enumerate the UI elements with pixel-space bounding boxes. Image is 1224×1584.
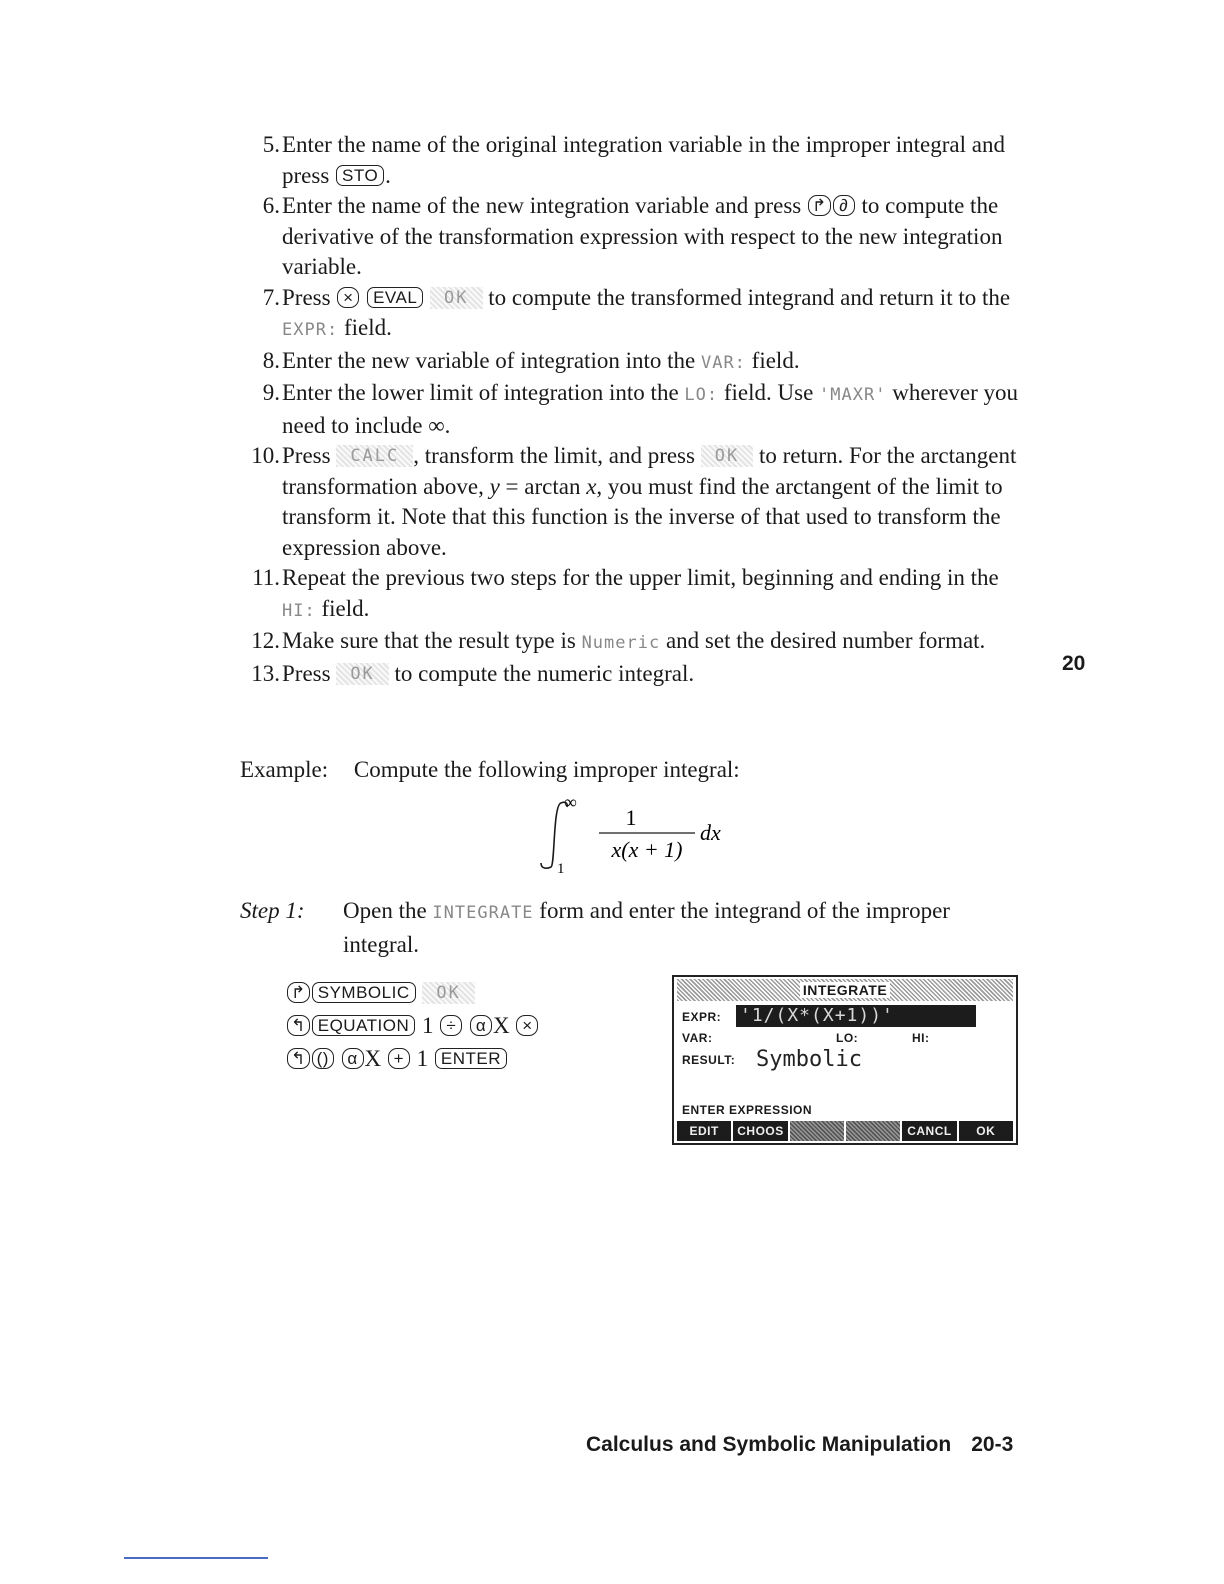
example-label: Example: bbox=[240, 757, 329, 782]
step-number: 11. bbox=[252, 565, 280, 590]
seq-key-button[interactable]: α bbox=[470, 1015, 492, 1036]
seq-text bbox=[335, 1046, 341, 1071]
screen-title-bar bbox=[677, 979, 1013, 1001]
step-number: 7. bbox=[262, 284, 280, 310]
step-number: 12. bbox=[251, 628, 280, 653]
step-softkey-button[interactable]: OK bbox=[701, 445, 753, 467]
step-item bbox=[238, 130, 1038, 191]
seq-key-button[interactable]: + bbox=[388, 1048, 410, 1069]
step-number: 6. bbox=[262, 193, 280, 218]
step-text: to compute the numeric integral. bbox=[388, 660, 695, 686]
step-text: to compute the transformed integrand and return it to the bbox=[482, 284, 1011, 310]
seq-key-button[interactable]: ÷ bbox=[440, 1015, 462, 1036]
step-text: field. bbox=[745, 347, 800, 373]
step-text: and set the desired number format. bbox=[660, 628, 986, 653]
step-screen-text: HI: bbox=[282, 600, 316, 621]
key-sequence bbox=[286, 976, 539, 1075]
footer-title: Calculus and Symbolic Manipulation bbox=[586, 1433, 952, 1456]
step-one-text-a: Open the bbox=[343, 898, 433, 923]
lo-label[interactable]: LO: bbox=[836, 1031, 859, 1045]
step-text: Enter the new variable of integration into the bbox=[282, 347, 701, 373]
step-text: , transform the limit, and press bbox=[413, 443, 701, 468]
step-one-label: Step 1: bbox=[240, 898, 305, 923]
step-text: Press bbox=[282, 443, 337, 468]
step-softkey-button[interactable]: OK bbox=[430, 287, 482, 309]
step-body bbox=[282, 283, 1038, 346]
step-item bbox=[238, 191, 1038, 283]
seq-key-button[interactable]: α bbox=[342, 1048, 364, 1069]
fraction-numerator: 1 bbox=[625, 805, 637, 830]
step-key-button[interactable]: × bbox=[337, 287, 359, 308]
step-item bbox=[238, 563, 1038, 626]
seq-text bbox=[463, 1013, 469, 1038]
step-body bbox=[282, 378, 1038, 441]
menu-ok[interactable]: OK bbox=[959, 1121, 1013, 1141]
step-one bbox=[240, 895, 1030, 960]
step-item bbox=[238, 346, 1038, 379]
step-softkey-button[interactable]: OK bbox=[336, 663, 388, 685]
step-text: . bbox=[385, 162, 391, 188]
step-text: Repeat the previous two steps for the upper limit, beginning and ending in the bbox=[282, 565, 999, 590]
step-softkey-button[interactable]: CALC bbox=[336, 445, 413, 467]
footer-rule bbox=[124, 1557, 268, 1559]
seq-key-button[interactable]: ENTER bbox=[435, 1048, 507, 1069]
step-text: , you must find the arctangent of the limit to transform it. Note that this function is the inverse of that used to transform the expression above. bbox=[282, 473, 1003, 560]
step-item bbox=[238, 378, 1038, 441]
hi-label[interactable]: HI: bbox=[912, 1031, 930, 1045]
page-number: 20-3 bbox=[971, 1433, 1014, 1456]
var-label[interactable]: VAR: bbox=[682, 1031, 713, 1045]
result-type-field[interactable]: Symbolic bbox=[756, 1047, 862, 1072]
step-text: wherever you need to include ∞. bbox=[282, 380, 1019, 438]
step-body bbox=[282, 563, 1038, 626]
step-text: Enter the name of the original integration variable in the improper integral and press bbox=[282, 132, 1005, 188]
step-body bbox=[282, 626, 1038, 659]
seq-text: 1 bbox=[410, 1046, 434, 1071]
seq-text: X bbox=[364, 1046, 387, 1071]
step-text: Press bbox=[282, 284, 337, 310]
step-item bbox=[238, 626, 1038, 659]
procedure-steps bbox=[238, 130, 1038, 689]
step-text: to return. For the arctangent transformation above, bbox=[282, 443, 1017, 499]
step-text: field. Use bbox=[718, 380, 820, 405]
menu-cancl[interactable]: CANCL bbox=[902, 1121, 956, 1141]
seq-text: 1 bbox=[416, 1013, 440, 1038]
step-body bbox=[282, 441, 1038, 563]
step-body bbox=[282, 130, 1038, 191]
menu-blank-2 bbox=[846, 1121, 900, 1141]
step-number: 8. bbox=[262, 347, 280, 373]
screen-prompt: ENTER EXPRESSION bbox=[682, 1103, 813, 1117]
step-screen-text: Numeric bbox=[581, 633, 661, 653]
calculator-screen bbox=[672, 975, 1018, 1145]
fraction-denominator: x(x + 1) bbox=[611, 837, 683, 862]
step-one-text-b: form and enter the integrand of the improper integral. bbox=[343, 898, 950, 957]
seq-key-button[interactable]: ↰ bbox=[287, 1048, 310, 1069]
step-number: 10. bbox=[251, 443, 280, 468]
integral-upper-limit: ∞ bbox=[564, 795, 577, 812]
seq-text: X bbox=[493, 1013, 516, 1038]
step-item bbox=[238, 283, 1038, 346]
step-math-var: y bbox=[489, 473, 500, 499]
step-screen-text: VAR: bbox=[700, 352, 746, 373]
example-text: Compute the following improper integral: bbox=[353, 757, 740, 782]
step-screen-text: 'MAXR' bbox=[819, 385, 887, 405]
seq-key-button[interactable]: EQUATION bbox=[312, 1015, 416, 1036]
step-body bbox=[282, 191, 1038, 283]
improper-integral-formula bbox=[535, 795, 735, 875]
step-text: Enter the name of the new integration variable and press bbox=[282, 193, 807, 218]
seq-key-button[interactable]: × bbox=[516, 1015, 538, 1036]
key-sequence-line bbox=[286, 1042, 539, 1075]
chapter-tab: 20 bbox=[1062, 652, 1086, 675]
step-screen-text: EXPR: bbox=[282, 320, 339, 340]
seq-key-button[interactable]: ↰ bbox=[287, 1015, 310, 1036]
step-body bbox=[282, 659, 1038, 690]
step-item bbox=[238, 441, 1038, 563]
step-text bbox=[360, 285, 366, 310]
menu-blank-1 bbox=[790, 1121, 844, 1141]
softkey-menu-bar bbox=[677, 1121, 1013, 1141]
menu-choos[interactable]: CHOOS bbox=[733, 1121, 787, 1141]
integral-lower-limit: 1 bbox=[557, 861, 565, 875]
step-key-button[interactable]: EVAL bbox=[367, 287, 423, 308]
step-key-button[interactable]: STO bbox=[336, 165, 384, 186]
seq-key-button[interactable]: () bbox=[312, 1048, 334, 1069]
example-heading bbox=[240, 757, 740, 783]
seq-softkey-button[interactable]: OK bbox=[422, 982, 474, 1004]
seq-key-button[interactable]: SYMBOLIC bbox=[312, 982, 416, 1003]
result-label: RESULT: bbox=[682, 1053, 736, 1067]
step-key-button[interactable]: ∂ bbox=[833, 195, 855, 216]
screen-title: INTEGRATE bbox=[800, 982, 890, 998]
step-screen-text: LO: bbox=[684, 385, 719, 405]
expr-label: EXPR: bbox=[682, 1010, 722, 1024]
key-sequence-line bbox=[286, 976, 539, 1009]
step-text: field. bbox=[338, 315, 392, 340]
step-text: to compute the derivative of the transformation expression with respect to the new integration variable. bbox=[282, 193, 1003, 279]
expr-field[interactable]: '1/(X*(X+1))' bbox=[736, 1005, 976, 1027]
step-text: field. bbox=[315, 595, 370, 621]
step-math-var: x bbox=[586, 473, 597, 499]
key-sequence-line bbox=[286, 1009, 539, 1042]
step-item bbox=[238, 659, 1038, 690]
step-text: Enter the lower limit of integration into the bbox=[282, 380, 685, 405]
page-footer bbox=[586, 1433, 1013, 1457]
step-key-button[interactable]: ↱ bbox=[808, 195, 831, 216]
menu-edit[interactable]: EDIT bbox=[677, 1121, 731, 1141]
step-body bbox=[282, 346, 1038, 379]
step-one-text bbox=[343, 895, 1030, 960]
integral-differential: dx bbox=[700, 820, 721, 845]
step-text: Make sure that the result type is bbox=[282, 628, 582, 653]
step-number: 9. bbox=[262, 380, 280, 405]
step-text: = arctan bbox=[499, 473, 587, 499]
step-number: 13. bbox=[251, 660, 280, 686]
step-number: 5. bbox=[262, 132, 280, 157]
seq-key-button[interactable]: ↱ bbox=[287, 982, 310, 1003]
step-text: Press bbox=[282, 660, 337, 686]
integrate-form-name: INTEGRATE bbox=[432, 903, 534, 923]
integral-sign bbox=[541, 802, 567, 868]
